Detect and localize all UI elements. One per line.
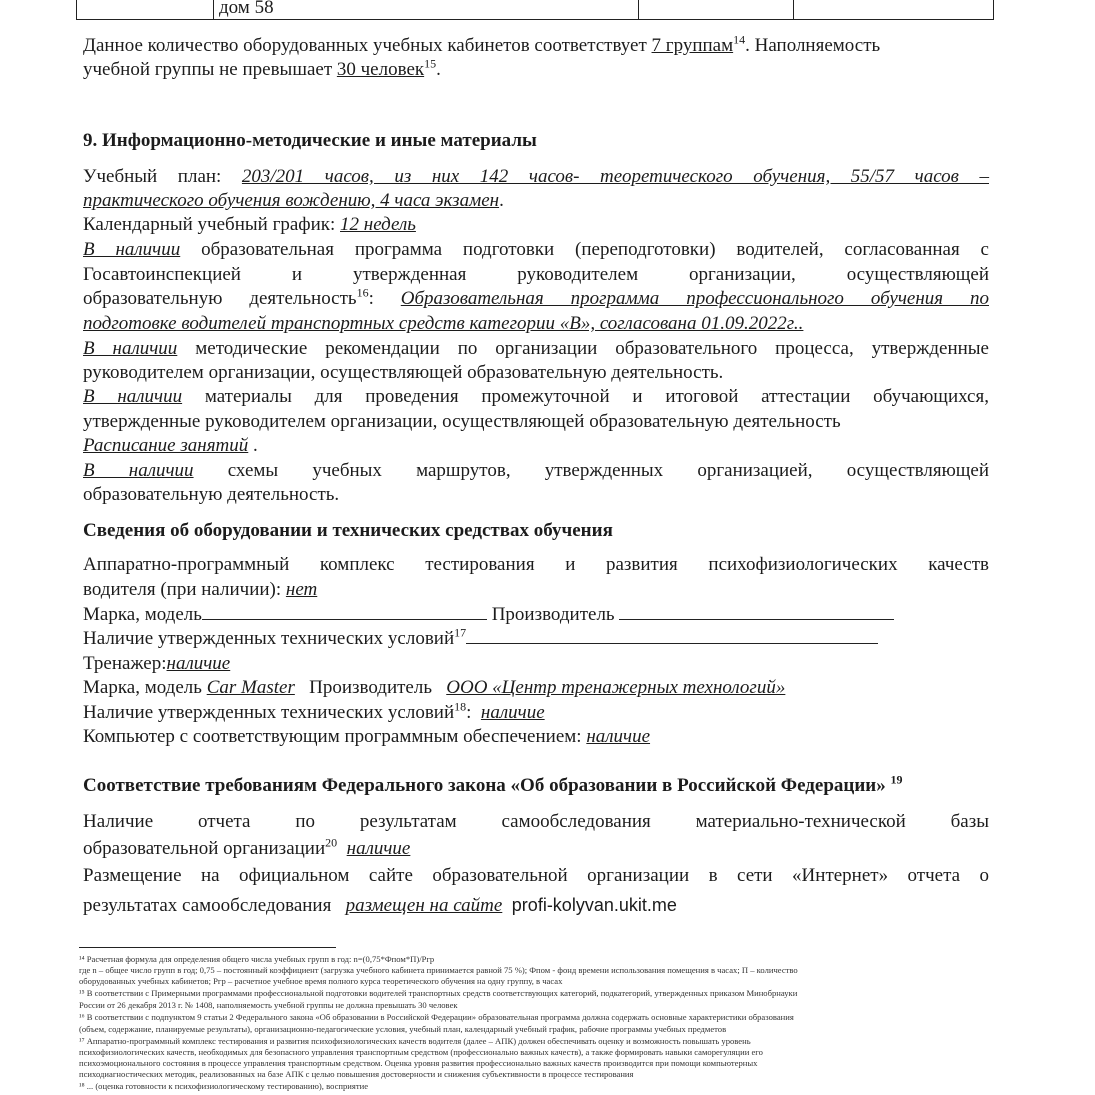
footnote-line: психофизиологических качеств, необходимых для безопасного управления транспортным средством (профессионально важных качеств), а также формировать навыки саморегуляции его (79, 1047, 763, 1057)
tech2-line: Наличие утвержденных технических условий$^{18}$: наличие (83, 699, 545, 723)
site-line1: Размещение на официальном сайте образовательной организации в сети «Интернет» отчета о (83, 865, 989, 886)
brand-line: Марка, модель Производитель (83, 603, 894, 627)
footnote-line: ¹⁷ Аппаратно-программный комплекс тестирования и развития психофизиологических качеств водителя (далее – АПК) должен обеспечивать оценку и возможность повышать уровень (79, 1036, 751, 1046)
equipment-heading: Сведения об оборудовании и технических средствах обучения (83, 520, 613, 541)
footnote-separator (79, 947, 336, 948)
site-line2: результатах самообследования размещен на сайте profi-kolyvan.ukit.me (83, 895, 677, 916)
footnote-line: психоэмоционального состояния в процессе управления транспортным средством. Оценка уровня развития профессионально важных качеств производится при помощи компьютерных (79, 1058, 758, 1068)
table-cell-text: дом 58 (219, 0, 274, 18)
simulator-line: Тренажер:наличие (83, 653, 231, 674)
groups-paragraph-line2: учебной группы не превышает 30 человек$^{15}$. (83, 56, 441, 80)
apk-line2: водителя (при наличии): нет (83, 579, 318, 600)
footnote-line: ¹⁶ В соответствии с подпунктом 9 статьи 2 Федерального закона «Об образовании в Российской Федерации» образовательная программа должна содержать основные характеристики образования (79, 1012, 794, 1022)
footnote-line: где n – общее число групп в год; 0,75 – постоянный коэффициент (загрузка учебного кабинета принимается равной 75 %); Фпом - фонд времени использования помещения в часах; П – количество (79, 965, 798, 975)
program-line4: подготовке водителей транспортных средств категории «В», согласована 01.09.2022г.. (83, 313, 804, 334)
footnote-line: ¹⁵ В соответствии с Примерными программами профессиональной подготовки водителей транспортных средств соответствующих категорий, подкатегорий, утвержденных приказом Минобрнауки (79, 988, 798, 998)
footnote-line: ¹⁸ ... (оценка готовности к психофизиологическому тестированию), восприятие (79, 1081, 369, 1091)
table-divider (793, 0, 794, 19)
table-divider (213, 0, 214, 19)
law-heading: Соответствие требованиям Федерального закона «Об образовании в Российской Федерации» $^{19}$ (83, 772, 903, 796)
footnote-line: оборудованных учебных кабинетов; Ргр – расчетное учебное время полного курса теоретического обучения на одну группу, в часах (79, 976, 563, 986)
footnote-line: России от 26 декабря 2013 г. № 1408, наполняемость учебной группы не должна превышать 30 человек (79, 1000, 458, 1010)
brand-blank (202, 603, 487, 620)
routes-line1: В наличии схемы учебных маршрутов, утвержденных организацией, осуществляющей (83, 460, 989, 481)
program-line1: В наличии образовательная программа подготовки (переподготовки) водителей, согласованная с (83, 239, 989, 260)
footnote-line: психодиагностических методик, реализованных на базе АПК с целью повышения достоверности и снижения субъективности в процессе тестирования (79, 1069, 634, 1079)
footnote-line: ¹⁴ Расчетная формула для определения общего числа учебных групп в год: n=(0,75*Фпом*П)/Ргр (79, 954, 435, 964)
attestation-line1: В наличии материалы для проведения промежуточной и итоговой аттестации обучающихся, (83, 386, 989, 407)
schedule-line: Расписание занятий . (83, 435, 258, 456)
attestation-line2: утвержденные руководителем организации, осуществляющей образовательную деятельность (83, 411, 841, 432)
tech-blank (466, 627, 878, 644)
report-line1: Наличие отчета по результатам самообследования материально-технической базы (83, 811, 989, 832)
maker-blank (619, 603, 894, 620)
section9-heading: 9. Информационно-методические и иные материалы (83, 130, 537, 151)
apk-line1: Аппаратно-программный комплекс тестирования и развития психофизиологических качеств (83, 554, 989, 575)
tech-conditions-line: Наличие утвержденных технических условий$^{17}$ (83, 627, 878, 651)
methods-line2: руководителем организации, осуществляющей образовательную деятельность. (83, 362, 724, 383)
methods-line1: В наличии методические рекомендации по организации образовательного процесса, утвержденные (83, 338, 989, 359)
footnote-line: (объем, содержание, планируемые результаты), организационно-педагогические условия, учебный план, календарный учебный график, рабочие программы учебных предметов (79, 1024, 727, 1034)
people-count: 30 человек (336, 59, 425, 80)
calendar-line: Календарный учебный график: 12 недель (83, 214, 416, 235)
groups-count: 7 группам (651, 35, 734, 56)
routes-line2: образовательную деятельность. (83, 484, 340, 505)
report-line2: образовательной организации$^{20}$ наличие (83, 835, 411, 859)
plan-line2: практического обучения вождению, 4 часа экзамен. (83, 190, 504, 211)
table-divider (638, 0, 639, 19)
plan-line1: Учебный план: 203/201 часов, из них 142 часов- теоретического обучения, 55/57 часов – (83, 166, 989, 187)
groups-paragraph-line1: Данное количество оборудованных учебных кабинетов соответствует 7 группам$^{14}$. Наполняемость (83, 32, 881, 56)
simulator-brand-line: Марка, модель Car Master Производитель ООО «Центр тренажерных технологий» (83, 677, 786, 698)
computer-line: Компьютер с соответствующим программным обеспечением: наличие (83, 726, 651, 747)
program-line2: Госавтоинспекцией и утвержденная руководителем организации, осуществляющей (83, 264, 989, 285)
program-line3: образовательную деятельность$^{16}$: Образовательная программа профессионального обучения по (83, 285, 989, 309)
